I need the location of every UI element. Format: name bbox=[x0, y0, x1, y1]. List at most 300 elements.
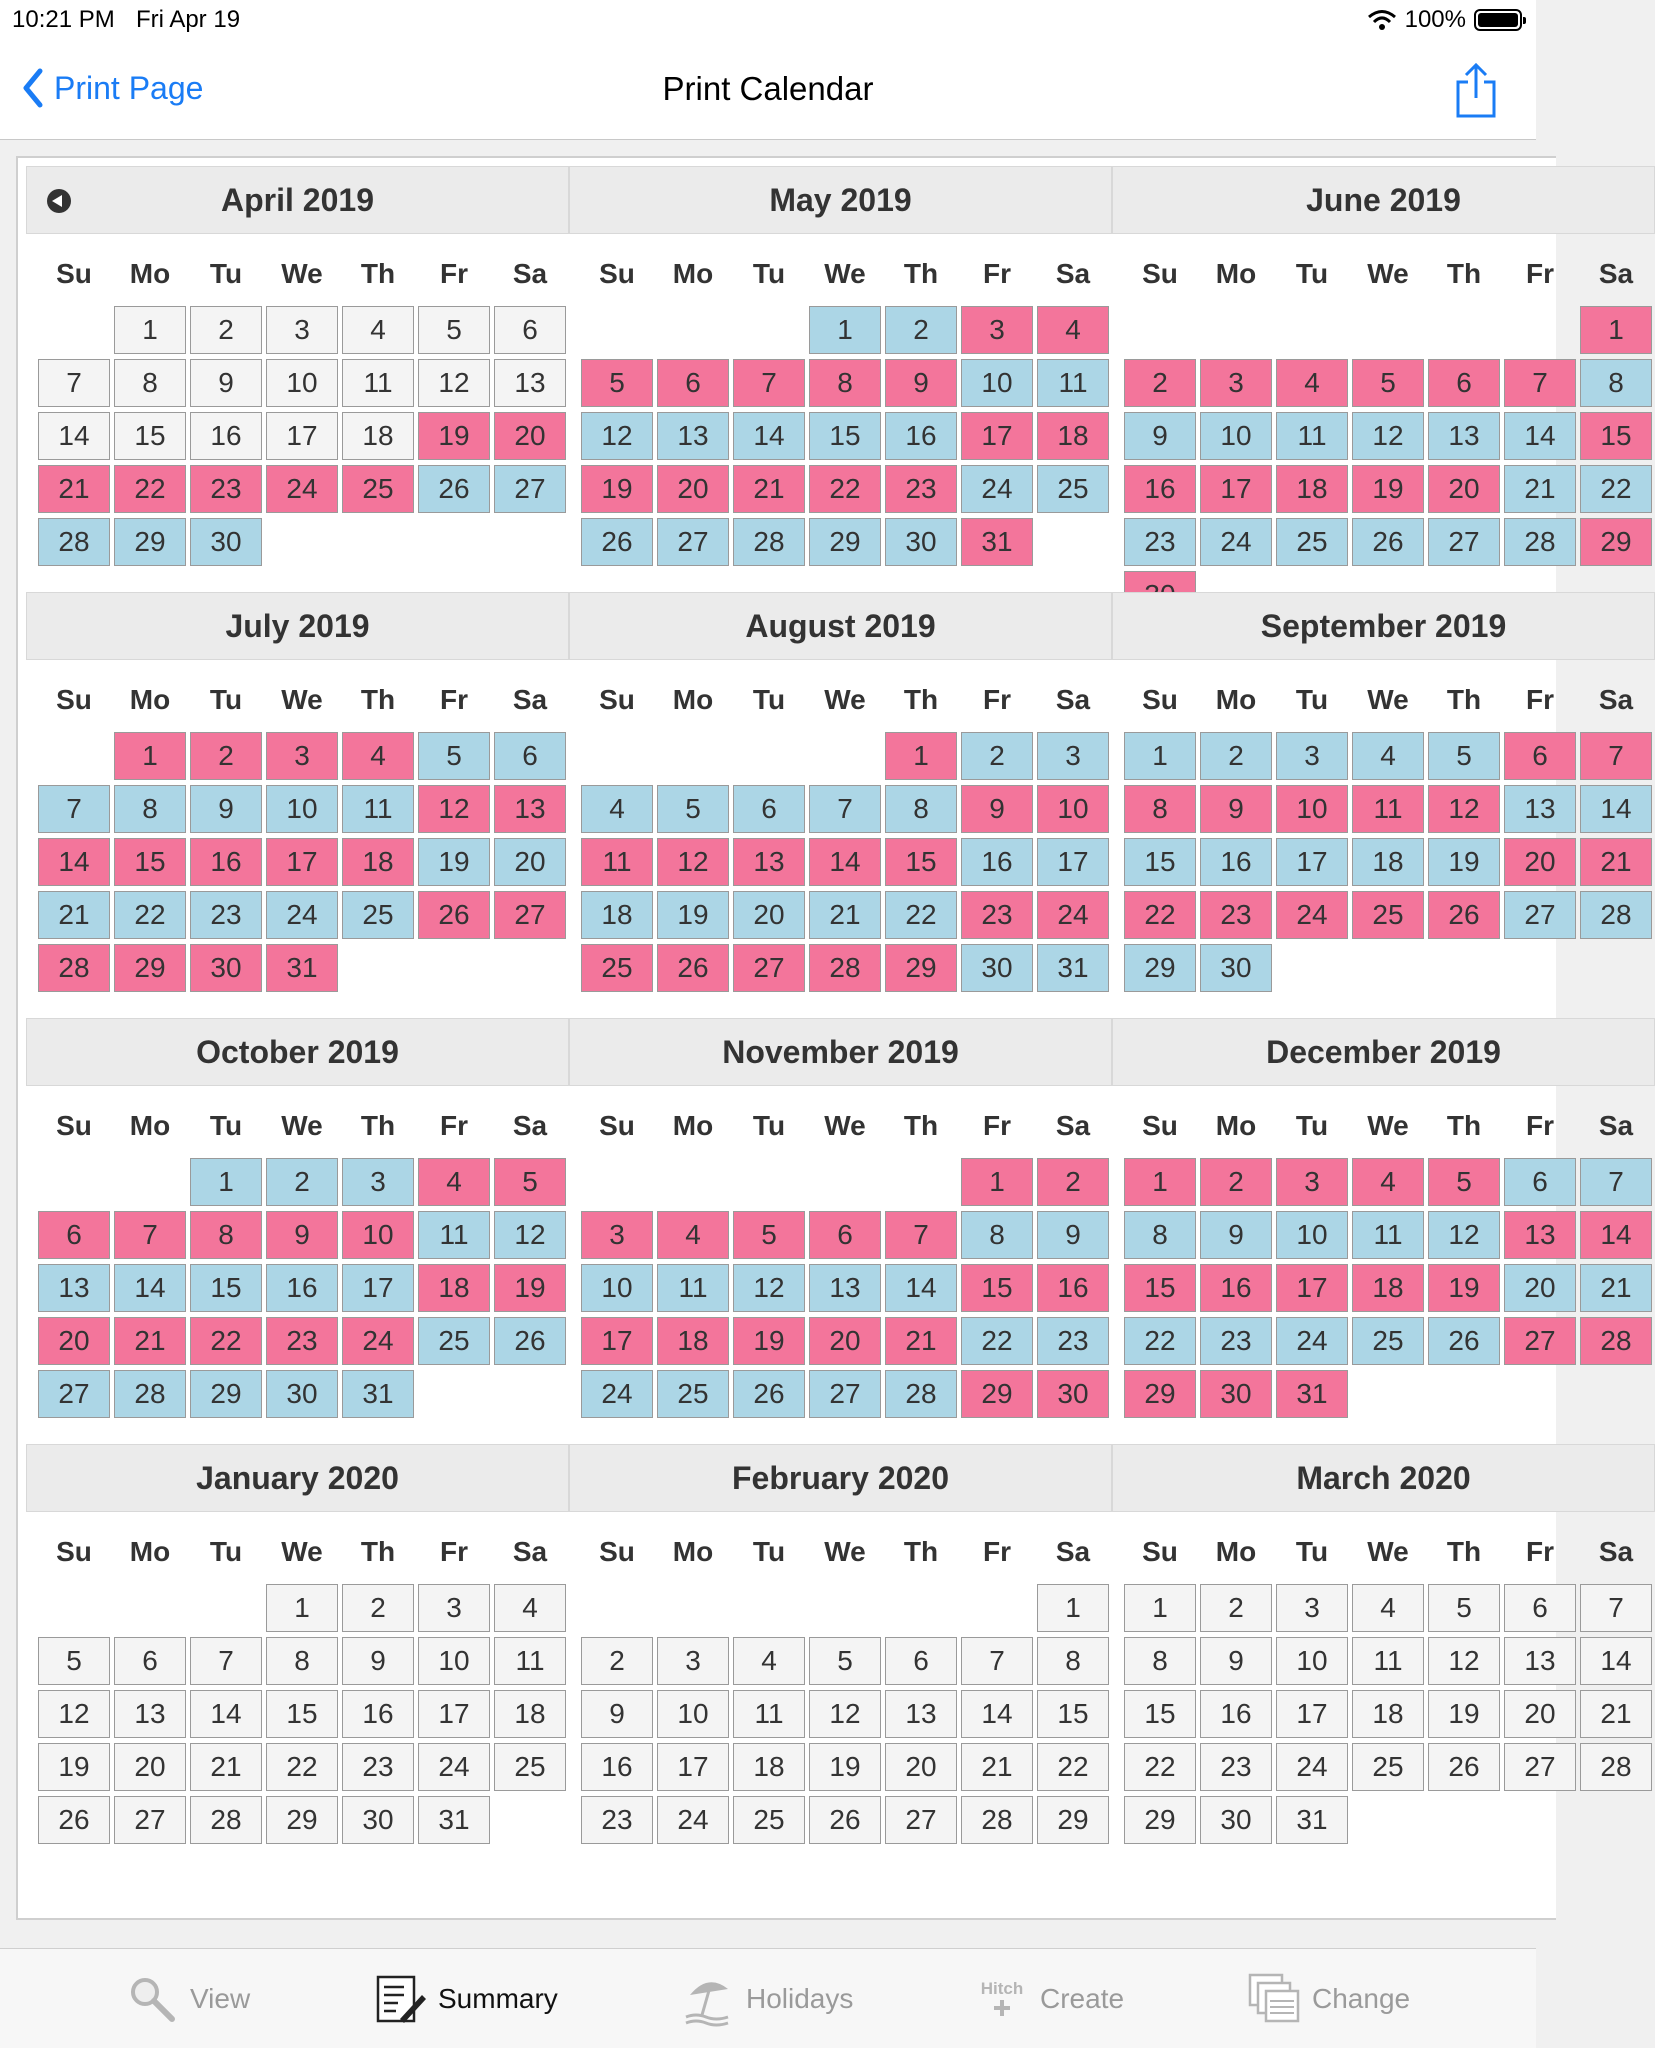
day-cell[interactable]: 26 bbox=[1428, 891, 1500, 939]
day-cell[interactable]: 2 bbox=[885, 306, 957, 354]
day-cell[interactable]: 9 bbox=[266, 1211, 338, 1259]
day-cell[interactable]: 1 bbox=[114, 732, 186, 780]
day-cell[interactable]: 20 bbox=[1428, 465, 1500, 513]
day-cell[interactable]: 18 bbox=[494, 1690, 566, 1738]
day-cell[interactable]: 9 bbox=[961, 785, 1033, 833]
tab-view[interactable] bbox=[126, 1973, 250, 2025]
day-cell[interactable]: 22 bbox=[1124, 1743, 1196, 1791]
day-cell[interactable]: 18 bbox=[1037, 412, 1109, 460]
day-cell[interactable]: 8 bbox=[114, 359, 186, 407]
day-cell[interactable]: 12 bbox=[657, 838, 729, 886]
day-cell[interactable]: 8 bbox=[1124, 1211, 1196, 1259]
day-cell[interactable]: 29 bbox=[114, 518, 186, 566]
day-cell[interactable]: 7 bbox=[38, 359, 110, 407]
day-cell[interactable]: 30 bbox=[1200, 944, 1272, 992]
day-cell[interactable]: 26 bbox=[418, 891, 490, 939]
day-cell[interactable]: 21 bbox=[809, 891, 881, 939]
day-cell[interactable]: 1 bbox=[1124, 732, 1196, 780]
day-cell[interactable]: 27 bbox=[38, 1370, 110, 1418]
day-cell[interactable]: 26 bbox=[1428, 1743, 1500, 1791]
day-cell[interactable]: 27 bbox=[1504, 891, 1576, 939]
day-cell[interactable]: 11 bbox=[418, 1211, 490, 1259]
day-cell[interactable]: 6 bbox=[885, 1637, 957, 1685]
day-cell[interactable]: 9 bbox=[581, 1690, 653, 1738]
day-cell[interactable]: 13 bbox=[1504, 1211, 1576, 1259]
day-cell[interactable]: 9 bbox=[885, 359, 957, 407]
day-cell[interactable]: 12 bbox=[494, 1211, 566, 1259]
day-cell[interactable]: 13 bbox=[733, 838, 805, 886]
day-cell[interactable]: 16 bbox=[961, 838, 1033, 886]
day-cell[interactable]: 24 bbox=[1276, 1743, 1348, 1791]
day-cell[interactable]: 31 bbox=[266, 944, 338, 992]
day-cell[interactable]: 26 bbox=[809, 1796, 881, 1844]
day-cell[interactable]: 29 bbox=[1124, 1796, 1196, 1844]
day-cell[interactable]: 19 bbox=[418, 838, 490, 886]
day-cell[interactable]: 29 bbox=[961, 1370, 1033, 1418]
day-cell[interactable]: 8 bbox=[885, 785, 957, 833]
day-cell[interactable]: 17 bbox=[1037, 838, 1109, 886]
day-cell[interactable]: 3 bbox=[657, 1637, 729, 1685]
day-cell[interactable]: 4 bbox=[1352, 1584, 1424, 1632]
day-cell[interactable]: 13 bbox=[1428, 412, 1500, 460]
day-cell[interactable]: 23 bbox=[1200, 1743, 1272, 1791]
day-cell[interactable]: 8 bbox=[1124, 785, 1196, 833]
day-cell[interactable]: 3 bbox=[266, 306, 338, 354]
day-cell[interactable]: 24 bbox=[266, 891, 338, 939]
day-cell[interactable]: 2 bbox=[961, 732, 1033, 780]
day-cell[interactable]: 17 bbox=[342, 1264, 414, 1312]
day-cell[interactable]: 8 bbox=[809, 359, 881, 407]
day-cell[interactable]: 12 bbox=[1428, 785, 1500, 833]
day-cell[interactable]: 3 bbox=[1276, 1158, 1348, 1206]
day-cell[interactable]: 24 bbox=[1200, 518, 1272, 566]
day-cell[interactable]: 26 bbox=[494, 1317, 566, 1365]
day-cell[interactable]: 2 bbox=[1124, 359, 1196, 407]
day-cell[interactable]: 13 bbox=[494, 785, 566, 833]
day-cell[interactable]: 20 bbox=[1504, 1264, 1576, 1312]
day-cell[interactable]: 4 bbox=[342, 732, 414, 780]
day-cell[interactable]: 28 bbox=[38, 518, 110, 566]
day-cell[interactable]: 25 bbox=[1352, 1317, 1424, 1365]
day-cell[interactable]: 4 bbox=[494, 1584, 566, 1632]
day-cell[interactable]: 19 bbox=[1428, 1690, 1500, 1738]
day-cell[interactable]: 19 bbox=[1428, 838, 1500, 886]
day-cell[interactable]: 25 bbox=[1352, 891, 1424, 939]
day-cell[interactable]: 13 bbox=[1504, 785, 1576, 833]
day-cell[interactable]: 4 bbox=[657, 1211, 729, 1259]
day-cell[interactable]: 10 bbox=[581, 1264, 653, 1312]
day-cell[interactable]: 17 bbox=[1276, 1264, 1348, 1312]
day-cell[interactable]: 28 bbox=[1580, 1743, 1652, 1791]
day-cell[interactable]: 1 bbox=[1037, 1584, 1109, 1632]
day-cell[interactable]: 5 bbox=[1428, 1584, 1500, 1632]
back-button[interactable] bbox=[22, 68, 203, 108]
day-cell[interactable]: 26 bbox=[581, 518, 653, 566]
day-cell[interactable]: 5 bbox=[809, 1637, 881, 1685]
day-cell[interactable]: 18 bbox=[1352, 1264, 1424, 1312]
day-cell[interactable]: 13 bbox=[38, 1264, 110, 1312]
day-cell[interactable]: 6 bbox=[494, 732, 566, 780]
day-cell[interactable]: 2 bbox=[1037, 1158, 1109, 1206]
day-cell[interactable]: 12 bbox=[809, 1690, 881, 1738]
day-cell[interactable]: 3 bbox=[1200, 359, 1272, 407]
day-cell[interactable]: 6 bbox=[733, 785, 805, 833]
previous-year-icon[interactable] bbox=[47, 189, 71, 213]
day-cell[interactable]: 28 bbox=[1580, 891, 1652, 939]
day-cell[interactable]: 25 bbox=[1352, 1743, 1424, 1791]
day-cell[interactable]: 17 bbox=[418, 1690, 490, 1738]
day-cell[interactable]: 3 bbox=[342, 1158, 414, 1206]
day-cell[interactable]: 25 bbox=[1037, 465, 1109, 513]
day-cell[interactable]: 23 bbox=[885, 465, 957, 513]
day-cell[interactable]: 3 bbox=[1037, 732, 1109, 780]
day-cell[interactable]: 6 bbox=[657, 359, 729, 407]
day-cell[interactable]: 26 bbox=[418, 465, 490, 513]
day-cell[interactable]: 18 bbox=[418, 1264, 490, 1312]
day-cell[interactable]: 30 bbox=[961, 944, 1033, 992]
day-cell[interactable]: 28 bbox=[809, 944, 881, 992]
day-cell[interactable]: 25 bbox=[418, 1317, 490, 1365]
day-cell[interactable]: 14 bbox=[885, 1264, 957, 1312]
day-cell[interactable]: 12 bbox=[38, 1690, 110, 1738]
day-cell[interactable]: 2 bbox=[190, 306, 262, 354]
day-cell[interactable]: 7 bbox=[38, 785, 110, 833]
day-cell[interactable]: 28 bbox=[190, 1796, 262, 1844]
day-cell[interactable]: 8 bbox=[114, 785, 186, 833]
day-cell[interactable]: 27 bbox=[114, 1796, 186, 1844]
day-cell[interactable]: 29 bbox=[190, 1370, 262, 1418]
day-cell[interactable]: 15 bbox=[1580, 412, 1652, 460]
day-cell[interactable]: 26 bbox=[657, 944, 729, 992]
day-cell[interactable]: 4 bbox=[1352, 1158, 1424, 1206]
day-cell[interactable]: 10 bbox=[961, 359, 1033, 407]
day-cell[interactable]: 30 bbox=[1200, 1796, 1272, 1844]
day-cell[interactable]: 14 bbox=[38, 412, 110, 460]
day-cell[interactable]: 15 bbox=[114, 412, 186, 460]
day-cell[interactable]: 25 bbox=[581, 944, 653, 992]
day-cell[interactable]: 14 bbox=[809, 838, 881, 886]
day-cell[interactable]: 15 bbox=[114, 838, 186, 886]
day-cell[interactable]: 27 bbox=[1504, 1317, 1576, 1365]
day-cell[interactable]: 5 bbox=[1428, 732, 1500, 780]
day-cell[interactable]: 22 bbox=[190, 1317, 262, 1365]
day-cell[interactable]: 1 bbox=[266, 1584, 338, 1632]
day-cell[interactable]: 11 bbox=[342, 359, 414, 407]
day-cell[interactable]: 11 bbox=[1276, 412, 1348, 460]
day-cell[interactable]: 25 bbox=[657, 1370, 729, 1418]
day-cell[interactable]: 14 bbox=[190, 1690, 262, 1738]
day-cell[interactable]: 6 bbox=[1504, 1584, 1576, 1632]
day-cell[interactable]: 1 bbox=[1124, 1584, 1196, 1632]
day-cell[interactable]: 28 bbox=[885, 1370, 957, 1418]
day-cell[interactable]: 2 bbox=[581, 1637, 653, 1685]
tab-summary[interactable] bbox=[374, 1973, 558, 2025]
day-cell[interactable]: 23 bbox=[1200, 1317, 1272, 1365]
day-cell[interactable]: 31 bbox=[342, 1370, 414, 1418]
day-cell[interactable]: 12 bbox=[418, 359, 490, 407]
day-cell[interactable]: 22 bbox=[1124, 891, 1196, 939]
day-cell[interactable]: 7 bbox=[885, 1211, 957, 1259]
day-cell[interactable]: 25 bbox=[342, 465, 414, 513]
day-cell[interactable]: 31 bbox=[1276, 1796, 1348, 1844]
day-cell[interactable]: 1 bbox=[1580, 306, 1652, 354]
day-cell[interactable]: 7 bbox=[1580, 732, 1652, 780]
day-cell[interactable]: 21 bbox=[38, 891, 110, 939]
day-cell[interactable]: 12 bbox=[418, 785, 490, 833]
day-cell[interactable]: 18 bbox=[342, 412, 414, 460]
day-cell[interactable]: 30 bbox=[885, 518, 957, 566]
day-cell[interactable]: 22 bbox=[266, 1743, 338, 1791]
day-cell[interactable]: 29 bbox=[1037, 1796, 1109, 1844]
day-cell[interactable]: 27 bbox=[1428, 518, 1500, 566]
day-cell[interactable]: 14 bbox=[114, 1264, 186, 1312]
day-cell[interactable]: 15 bbox=[266, 1690, 338, 1738]
day-cell[interactable]: 11 bbox=[1037, 359, 1109, 407]
day-cell[interactable]: 21 bbox=[190, 1743, 262, 1791]
day-cell[interactable]: 21 bbox=[38, 465, 110, 513]
day-cell[interactable]: 9 bbox=[342, 1637, 414, 1685]
day-cell[interactable]: 17 bbox=[581, 1317, 653, 1365]
day-cell[interactable]: 9 bbox=[1200, 1211, 1272, 1259]
day-cell[interactable]: 11 bbox=[1352, 785, 1424, 833]
day-cell[interactable]: 19 bbox=[809, 1743, 881, 1791]
day-cell[interactable]: 30 bbox=[266, 1370, 338, 1418]
tab-change[interactable] bbox=[1248, 1973, 1410, 2025]
day-cell[interactable]: 1 bbox=[190, 1158, 262, 1206]
day-cell[interactable]: 4 bbox=[1276, 359, 1348, 407]
day-cell[interactable]: 17 bbox=[1200, 465, 1272, 513]
day-cell[interactable]: 4 bbox=[733, 1637, 805, 1685]
day-cell[interactable]: 29 bbox=[885, 944, 957, 992]
day-cell[interactable]: 30 bbox=[190, 518, 262, 566]
day-cell[interactable]: 16 bbox=[266, 1264, 338, 1312]
day-cell[interactable]: 12 bbox=[581, 412, 653, 460]
day-cell[interactable]: 8 bbox=[1037, 1637, 1109, 1685]
day-cell[interactable]: 19 bbox=[1352, 465, 1424, 513]
day-cell[interactable]: 27 bbox=[494, 465, 566, 513]
day-cell[interactable]: 13 bbox=[1504, 1637, 1576, 1685]
day-cell[interactable]: 18 bbox=[733, 1743, 805, 1791]
day-cell[interactable]: 18 bbox=[581, 891, 653, 939]
day-cell[interactable]: 3 bbox=[1276, 732, 1348, 780]
day-cell[interactable]: 26 bbox=[38, 1796, 110, 1844]
day-cell[interactable]: 22 bbox=[961, 1317, 1033, 1365]
day-cell[interactable]: 15 bbox=[1124, 838, 1196, 886]
day-cell[interactable]: 20 bbox=[809, 1317, 881, 1365]
day-cell[interactable]: 26 bbox=[733, 1370, 805, 1418]
day-cell[interactable]: 23 bbox=[1124, 518, 1196, 566]
day-cell[interactable]: 16 bbox=[342, 1690, 414, 1738]
day-cell[interactable]: 16 bbox=[1200, 1690, 1272, 1738]
day-cell[interactable]: 5 bbox=[1352, 359, 1424, 407]
day-cell[interactable]: 6 bbox=[809, 1211, 881, 1259]
day-cell[interactable]: 10 bbox=[1037, 785, 1109, 833]
day-cell[interactable]: 16 bbox=[1200, 838, 1272, 886]
day-cell[interactable]: 14 bbox=[1580, 1211, 1652, 1259]
tab-holidays[interactable] bbox=[682, 1973, 853, 2025]
day-cell[interactable]: 3 bbox=[1276, 1584, 1348, 1632]
day-cell[interactable]: 19 bbox=[494, 1264, 566, 1312]
day-cell[interactable]: 15 bbox=[885, 838, 957, 886]
day-cell[interactable]: 27 bbox=[885, 1796, 957, 1844]
share-button[interactable] bbox=[1454, 62, 1498, 123]
day-cell[interactable]: 6 bbox=[1504, 1158, 1576, 1206]
day-cell[interactable]: 7 bbox=[190, 1637, 262, 1685]
day-cell[interactable]: 31 bbox=[961, 518, 1033, 566]
day-cell[interactable]: 8 bbox=[190, 1211, 262, 1259]
day-cell[interactable]: 12 bbox=[733, 1264, 805, 1312]
day-cell[interactable]: 11 bbox=[342, 785, 414, 833]
day-cell[interactable]: 4 bbox=[581, 785, 653, 833]
day-cell[interactable]: 30 bbox=[1200, 1370, 1272, 1418]
day-cell[interactable]: 13 bbox=[809, 1264, 881, 1312]
day-cell[interactable]: 5 bbox=[38, 1637, 110, 1685]
day-cell[interactable]: 18 bbox=[1276, 465, 1348, 513]
day-cell[interactable]: 6 bbox=[114, 1637, 186, 1685]
day-cell[interactable]: 15 bbox=[1037, 1690, 1109, 1738]
day-cell[interactable]: 27 bbox=[809, 1370, 881, 1418]
day-cell[interactable]: 3 bbox=[418, 1584, 490, 1632]
day-cell[interactable]: 13 bbox=[494, 359, 566, 407]
day-cell[interactable]: 27 bbox=[733, 944, 805, 992]
day-cell[interactable]: 24 bbox=[418, 1743, 490, 1791]
day-cell[interactable]: 15 bbox=[190, 1264, 262, 1312]
day-cell[interactable]: 5 bbox=[733, 1211, 805, 1259]
day-cell[interactable]: 16 bbox=[581, 1743, 653, 1791]
day-cell[interactable]: 28 bbox=[1580, 1317, 1652, 1365]
day-cell[interactable]: 26 bbox=[1428, 1317, 1500, 1365]
day-cell[interactable]: 22 bbox=[114, 465, 186, 513]
day-cell[interactable]: 30 bbox=[1037, 1370, 1109, 1418]
day-cell[interactable]: 1 bbox=[885, 732, 957, 780]
day-cell[interactable]: 7 bbox=[733, 359, 805, 407]
day-cell[interactable]: 21 bbox=[1580, 1264, 1652, 1312]
day-cell[interactable]: 12 bbox=[1428, 1211, 1500, 1259]
day-cell[interactable]: 6 bbox=[1428, 359, 1500, 407]
day-cell[interactable]: 15 bbox=[1124, 1264, 1196, 1312]
day-cell[interactable]: 23 bbox=[190, 465, 262, 513]
day-cell[interactable]: 14 bbox=[1580, 1637, 1652, 1685]
day-cell[interactable]: 20 bbox=[38, 1317, 110, 1365]
day-cell[interactable]: 13 bbox=[114, 1690, 186, 1738]
day-cell[interactable]: 10 bbox=[342, 1211, 414, 1259]
day-cell[interactable]: 22 bbox=[809, 465, 881, 513]
day-cell[interactable]: 10 bbox=[266, 359, 338, 407]
day-cell[interactable]: 8 bbox=[1580, 359, 1652, 407]
day-cell[interactable]: 29 bbox=[809, 518, 881, 566]
day-cell[interactable]: 15 bbox=[1124, 1690, 1196, 1738]
day-cell[interactable]: 20 bbox=[657, 465, 729, 513]
day-cell[interactable]: 16 bbox=[190, 838, 262, 886]
day-cell[interactable]: 21 bbox=[1504, 465, 1576, 513]
day-cell[interactable]: 1 bbox=[809, 306, 881, 354]
day-cell[interactable]: 5 bbox=[581, 359, 653, 407]
day-cell[interactable]: 17 bbox=[961, 412, 1033, 460]
day-cell[interactable]: 21 bbox=[733, 465, 805, 513]
day-cell[interactable]: 4 bbox=[418, 1158, 490, 1206]
day-cell[interactable]: 23 bbox=[190, 891, 262, 939]
day-cell[interactable]: 20 bbox=[733, 891, 805, 939]
day-cell[interactable]: 9 bbox=[190, 359, 262, 407]
day-cell[interactable]: 24 bbox=[1037, 891, 1109, 939]
day-cell[interactable]: 23 bbox=[581, 1796, 653, 1844]
day-cell[interactable]: 9 bbox=[190, 785, 262, 833]
day-cell[interactable]: 7 bbox=[809, 785, 881, 833]
day-cell[interactable]: 7 bbox=[1580, 1158, 1652, 1206]
day-cell[interactable]: 10 bbox=[1276, 785, 1348, 833]
day-cell[interactable]: 10 bbox=[266, 785, 338, 833]
day-cell[interactable]: 20 bbox=[1504, 1690, 1576, 1738]
day-cell[interactable]: 21 bbox=[885, 1317, 957, 1365]
day-cell[interactable]: 23 bbox=[342, 1743, 414, 1791]
day-cell[interactable]: 22 bbox=[885, 891, 957, 939]
day-cell[interactable]: 20 bbox=[885, 1743, 957, 1791]
day-cell[interactable]: 4 bbox=[1037, 306, 1109, 354]
day-cell[interactable]: 25 bbox=[494, 1743, 566, 1791]
day-cell[interactable]: 9 bbox=[1124, 412, 1196, 460]
day-cell[interactable]: 20 bbox=[1504, 838, 1576, 886]
day-cell[interactable]: 11 bbox=[581, 838, 653, 886]
day-cell[interactable]: 22 bbox=[1124, 1317, 1196, 1365]
day-cell[interactable]: 14 bbox=[38, 838, 110, 886]
day-cell[interactable]: 6 bbox=[494, 306, 566, 354]
day-cell[interactable]: 28 bbox=[733, 518, 805, 566]
day-cell[interactable]: 27 bbox=[494, 891, 566, 939]
day-cell[interactable]: 1 bbox=[961, 1158, 1033, 1206]
day-cell[interactable]: 11 bbox=[1352, 1637, 1424, 1685]
day-cell[interactable]: 31 bbox=[418, 1796, 490, 1844]
day-cell[interactable]: 23 bbox=[1200, 891, 1272, 939]
day-cell[interactable]: 24 bbox=[342, 1317, 414, 1365]
day-cell[interactable]: 10 bbox=[1200, 412, 1272, 460]
day-cell[interactable]: 27 bbox=[657, 518, 729, 566]
day-cell[interactable]: 5 bbox=[657, 785, 729, 833]
tab-create[interactable] bbox=[976, 1973, 1124, 2025]
day-cell[interactable]: 5 bbox=[418, 732, 490, 780]
day-cell[interactable]: 25 bbox=[733, 1796, 805, 1844]
day-cell[interactable]: 16 bbox=[1037, 1264, 1109, 1312]
day-cell[interactable]: 17 bbox=[657, 1743, 729, 1791]
day-cell[interactable]: 24 bbox=[961, 465, 1033, 513]
day-cell[interactable]: 15 bbox=[961, 1264, 1033, 1312]
day-cell[interactable]: 23 bbox=[961, 891, 1033, 939]
day-cell[interactable]: 17 bbox=[266, 412, 338, 460]
day-cell[interactable]: 13 bbox=[657, 412, 729, 460]
day-cell[interactable]: 6 bbox=[1504, 732, 1576, 780]
day-cell[interactable]: 8 bbox=[961, 1211, 1033, 1259]
day-cell[interactable]: 27 bbox=[1504, 1743, 1576, 1791]
day-cell[interactable]: 28 bbox=[961, 1796, 1033, 1844]
day-cell[interactable]: 15 bbox=[809, 412, 881, 460]
day-cell[interactable]: 23 bbox=[266, 1317, 338, 1365]
day-cell[interactable]: 16 bbox=[1200, 1264, 1272, 1312]
day-cell[interactable]: 22 bbox=[1580, 465, 1652, 513]
day-cell[interactable]: 19 bbox=[1428, 1264, 1500, 1312]
day-cell[interactable]: 12 bbox=[1428, 1637, 1500, 1685]
day-cell[interactable]: 6 bbox=[38, 1211, 110, 1259]
day-cell[interactable]: 17 bbox=[1276, 838, 1348, 886]
day-cell[interactable]: 31 bbox=[1276, 1370, 1348, 1418]
day-cell[interactable]: 11 bbox=[657, 1264, 729, 1312]
day-cell[interactable]: 24 bbox=[657, 1796, 729, 1844]
day-cell[interactable]: 23 bbox=[1037, 1317, 1109, 1365]
day-cell[interactable]: 9 bbox=[1200, 785, 1272, 833]
day-cell[interactable]: 20 bbox=[114, 1743, 186, 1791]
day-cell[interactable]: 4 bbox=[1352, 732, 1424, 780]
day-cell[interactable]: 20 bbox=[494, 838, 566, 886]
day-cell[interactable]: 3 bbox=[266, 732, 338, 780]
day-cell[interactable]: 28 bbox=[38, 944, 110, 992]
